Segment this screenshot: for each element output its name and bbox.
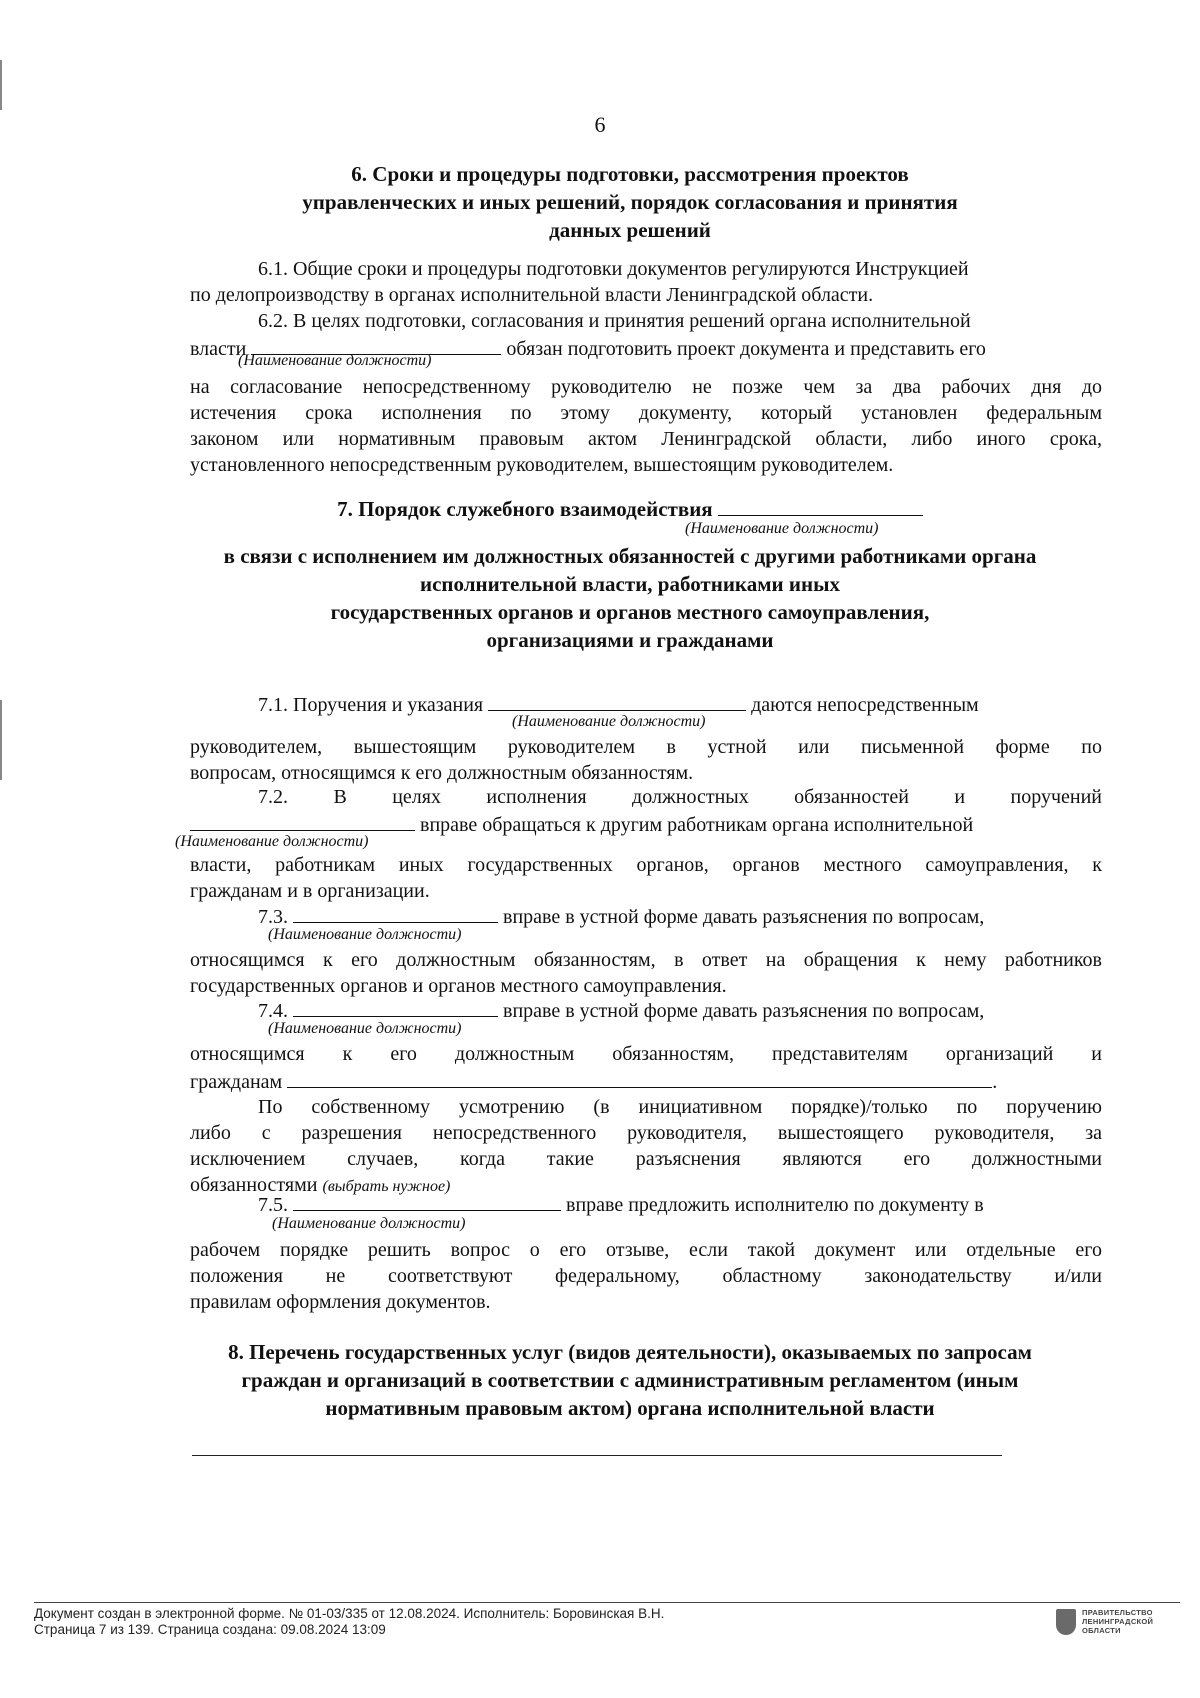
- text-line: правилам оформления документов.: [190, 1291, 491, 1313]
- title-line: 8. Перечень государственных услуг (видов деятельности), оказываемых по запросам: [228, 1340, 1032, 1364]
- text-fragment: вправе в устной форме давать разъяснения по вопросам,: [503, 906, 985, 928]
- text-fragment: вправе предложить исполнителю по документу в: [566, 1194, 984, 1216]
- text-line: [190, 1067, 1102, 1095]
- text-line: относящимся к его должностным обязанностям, в ответ на обращения к нему работников: [190, 949, 1102, 971]
- text-fragment: вправе в устной форме давать разъяснения по вопросам,: [503, 1000, 985, 1022]
- text-fragment: вправе обращаться к другим работникам органа исполнительной: [420, 814, 974, 836]
- logo-line: ОБЛАСТИ: [1082, 1626, 1121, 1635]
- title-line: государственных органов и органов местного самоуправления,: [330, 600, 930, 624]
- text-line: руководителем, вышестоящим руководителем в устной или письменной форме по: [190, 736, 1102, 758]
- scan-margin-mark: [0, 60, 2, 110]
- text-line: гражданам и в организации.: [190, 880, 430, 902]
- title-line: организациями и гражданами: [486, 628, 774, 652]
- text-fragment: 7.1. Поручения и указания: [258, 694, 484, 716]
- paragraph-7-1-continued: [190, 734, 1102, 786]
- text-line: установленного непосредственным руководителем, вышестоящим руководителем.: [190, 454, 894, 476]
- text-fragment: 7.3.: [258, 906, 288, 928]
- blank-caption: (Наименование должности): [268, 1020, 462, 1037]
- logo-line: ПРАВИТЕЛЬСТВО: [1082, 1608, 1153, 1617]
- scan-margin-mark: [0, 700, 2, 780]
- recipients-blank[interactable]: [287, 1067, 992, 1088]
- blank-caption: (Наименование должности): [175, 833, 369, 850]
- paragraph-7-3-continued: [190, 947, 1102, 999]
- coat-of-arms-icon: [1056, 1609, 1076, 1635]
- text-line: по делопроизводству в органах исполнительной власти Ленинградской области.: [190, 284, 874, 306]
- text-fragment: обязан подготовить проект документа и представить его: [506, 338, 986, 360]
- title-line: данных решений: [549, 218, 711, 242]
- page-number: 6: [594, 112, 606, 137]
- footer-divider: [34, 1602, 1180, 1603]
- text-line: на согласование непосредственному руководителю не позже чем за два рабочих дня до: [190, 376, 1102, 398]
- text-line: положения не соответствуют федеральному, областному законодательству и/или: [190, 1265, 1102, 1287]
- text-line: либо с разрешения непосредственного руководителя, вышестоящего руководителя, за: [190, 1122, 1102, 1144]
- paragraph-7-2: [190, 784, 1102, 838]
- footer-line: Документ создан в электронной форме. № 01-03/335 от 12.08.2024. Исполнитель: Боровинская В.Н.: [34, 1606, 665, 1621]
- logo-text: [1082, 1608, 1153, 1635]
- blank-caption: (Наименование должности): [685, 520, 879, 537]
- position-name-blank[interactable]: [293, 1190, 561, 1211]
- text-line: вопросам, относящимся к его должностным обязанностям.: [190, 762, 694, 784]
- paragraph-6-1: [190, 256, 1102, 308]
- fill-in-line[interactable]: [192, 1455, 1002, 1456]
- text-line: исключением случаев, когда такие разъяснения являются его должностными: [190, 1148, 1102, 1170]
- position-name-blank[interactable]: [718, 495, 923, 516]
- footer-line: Страница 7 из 139. Страница создана: 09.08.2024 13:09: [34, 1622, 386, 1637]
- title-line: в связи с исполнением им должностных обязанностей с другими работниками органа: [223, 544, 1037, 568]
- paragraph-6-2-continued: [190, 374, 1102, 478]
- blank-caption: (Наименование должности): [238, 352, 432, 369]
- document-footer: [34, 1606, 934, 1638]
- text-line: государственных органов и органов местного самоуправления.: [190, 975, 727, 997]
- text-fragment: даются непосредственным: [751, 694, 979, 716]
- logo-line: ЛЕНИНГРАДСКОЙ: [1082, 1617, 1154, 1626]
- text-line: [190, 1190, 1102, 1218]
- text-line: власти, работникам иных государственных органов, органов местного самоуправления, к: [190, 854, 1102, 876]
- text-line: 7.2. В целях исполнения должностных обязанностей и поручений: [258, 786, 1102, 808]
- text-line: 6.1. Общие сроки и процедуры подготовки документов регулируются Инструкцией: [258, 258, 969, 280]
- section-7-title-continued: [150, 542, 1110, 654]
- position-name-blank[interactable]: [488, 690, 746, 711]
- title-line: управленческих и иных решений, порядок согласования и принятия: [302, 190, 958, 214]
- section-6-title: [150, 160, 1110, 244]
- blank-caption: (Наименование должности): [268, 926, 462, 943]
- blank-caption: (Наименование должности): [512, 713, 706, 730]
- title-line: [150, 495, 1110, 523]
- position-name-blank[interactable]: [293, 902, 498, 923]
- paragraph-7-4-continued: [190, 1041, 1102, 1095]
- text-fragment: гражданам: [190, 1071, 283, 1093]
- section-8-title: [150, 1338, 1110, 1422]
- choose-note: (выбрать нужное): [322, 1178, 451, 1195]
- text-fragment: власти: [190, 338, 247, 360]
- text-line: истечения срока исполнения по этому документу, который установлен федеральным: [190, 402, 1102, 424]
- text-fragment: .: [992, 1071, 998, 1093]
- text-line: законом или нормативным правовым актом Ленинградской области, либо иного срока,: [190, 428, 1102, 450]
- title-line: исполнительной власти, работниками иных: [420, 572, 840, 596]
- paragraph-7-5: [190, 1190, 1102, 1218]
- text-line: относящимся к его должностным обязанностям, представителям организаций и: [190, 1043, 1102, 1065]
- text-line: 6.2. В целях подготовки, согласования и принятия решений органа исполнительной: [258, 310, 971, 332]
- position-name-blank[interactable]: [293, 996, 498, 1017]
- paragraph-7-5-continued: [190, 1237, 1102, 1315]
- blank-caption: (Наименование должности): [272, 1215, 466, 1232]
- section-7-title: [150, 495, 1110, 523]
- text-fragment: 7.4.: [258, 1000, 288, 1022]
- text-line: По собственному усмотрению (в инициативном порядке)/только по поручению: [258, 1096, 1102, 1118]
- title-fragment: 7. Порядок служебного взаимодействия: [337, 497, 713, 521]
- position-name-blank[interactable]: [190, 810, 415, 831]
- title-line: нормативным правовым актом) органа исполнительной власти: [325, 1396, 935, 1420]
- paragraph-7-4-clarification: [190, 1094, 1102, 1200]
- paragraph-7-2-continued: [190, 852, 1102, 904]
- government-logo: [1056, 1607, 1186, 1641]
- text-fragment: 7.5.: [258, 1194, 288, 1216]
- title-line: граждан и организаций в соответствии с административным регламентом (иным: [241, 1368, 1019, 1392]
- text-line: рабочем порядке решить вопрос о его отзыве, если такой документ или отдельные его: [190, 1239, 1102, 1261]
- text-fragment: обязанностями: [190, 1174, 318, 1196]
- title-line: 6. Сроки и процедуры подготовки, рассмотрения проектов: [351, 162, 909, 186]
